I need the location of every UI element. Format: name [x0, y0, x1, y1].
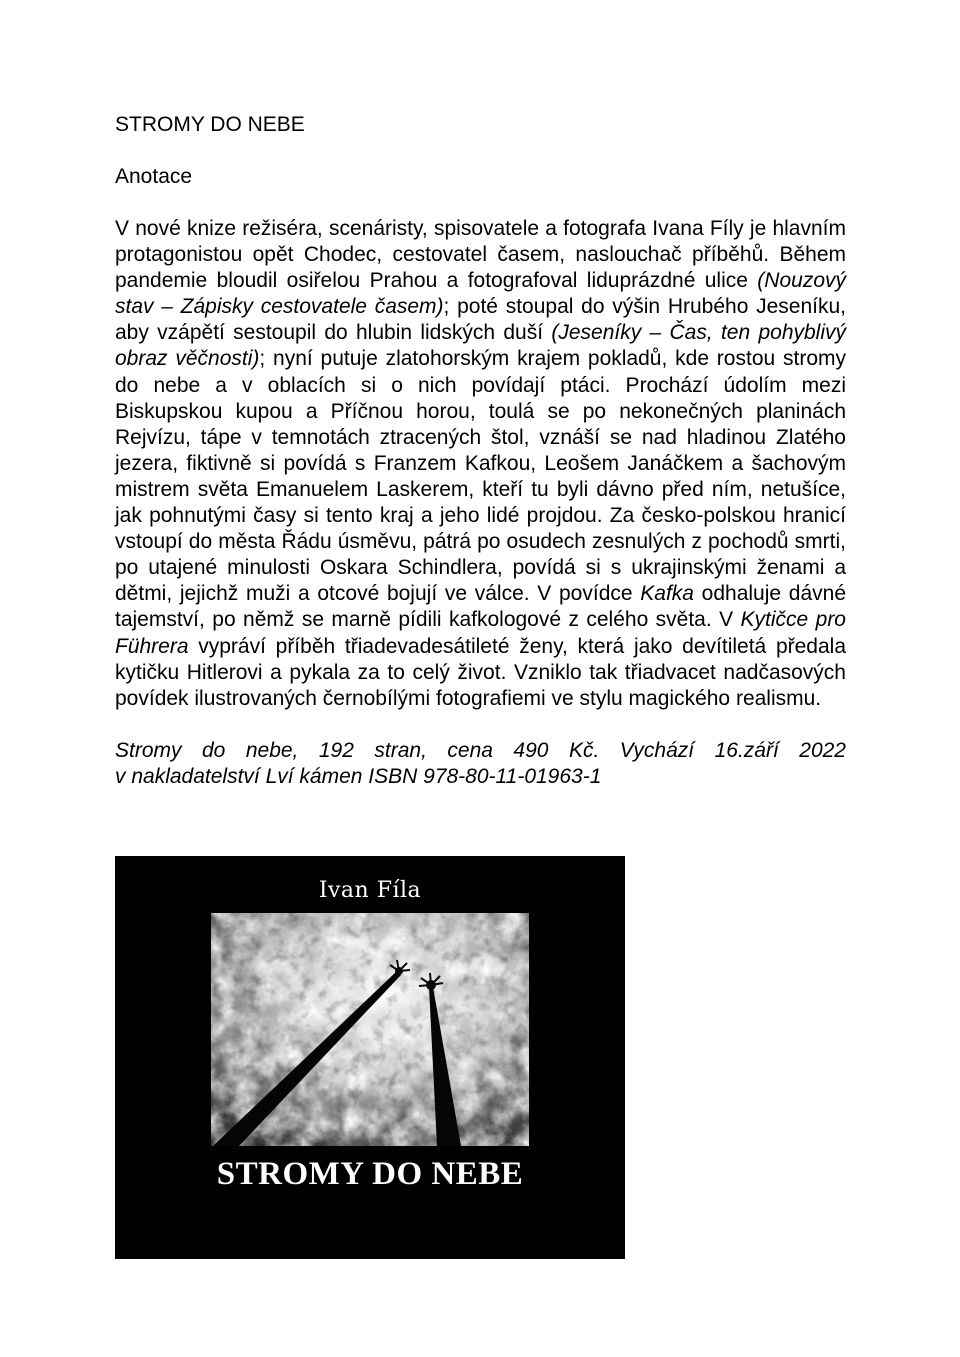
annotation-text-1: V nové knize režiséra, scenáristy, spisovatele a fotografa Ivana Fíly je hlavním protagonistou opět Chodec, cestovatel časem, naslouchač příběhů. Během pandemie bloudil osiřelou Prahou a fotografoval liduprázdné ulice	[115, 217, 846, 293]
document-title: STROMY DO NEBE	[115, 113, 305, 136]
annotation-text-3: ; nyní putuje zlatohorským krajem pokladů, kde rostou stromy do nebe a v oblacích si o nich povídají ptáci. Prochází údolím mezi Biskupskou kupou a Příčnou horou, toulá se po nekonečných planinách Rejvízu, tápe v temnotách ztracených štol, vznáší se nad hladinou Zlatého jezera, fiktivně si povídá s Franzem Kafkou, Leošem Janáčkem a šachovým mistrem světa Emanuelem Laskerem, kteří tu byli dávno před ním, netušíce, jak pohnutými časy si tento kraj a jeho lidé projdou. Za česko-polskou hranicí vstoupí do města Řádu úsměvu, pátrá po osudech zesnulých z pochodů smrti, po utajené minulosti Oskara Schindlera, povídá si s ukrajinskými ženami a dětmi, jejichž muži a otcové bojují ve válce. V povídce	[115, 347, 846, 606]
annotation-text-5: vypráví příběh třiadevadesátileté ženy, která jako devítiletá předala kytičku Hitlerovi a pykala za to celý život. Vzniklo tak třiadvacet nadčasových povídek ilustrovaných černobílými fotografiemi ve stylu magického realismu.	[115, 634, 846, 710]
annotation-story-title-kyticka: Kytičce pro Führera	[115, 608, 846, 658]
annotation-paragraph	[115, 216, 846, 712]
annotation-book-title-2: (Jeseníky – Čas, ten pohyblivý obraz věčnosti)	[115, 321, 847, 371]
book-cover-image	[115, 856, 625, 1259]
publication-info	[115, 738, 846, 790]
annotation-story-title-kafka: Kafka	[640, 582, 694, 606]
cover-title: STROMY DO NEBE	[216, 1156, 524, 1192]
document-body	[115, 112, 846, 790]
publication-info-line-1: Stromy do nebe, 192 stran, cena 490 Kč. Vychází 16.září 2022	[115, 738, 846, 762]
section-heading-annotation: Anotace	[115, 165, 193, 188]
publication-info-line-2: v nakladatelství Lví kámen ISBN 978-80-11-01963-1	[115, 764, 602, 788]
annotation-text-4: odhaluje dávné tajemství, po němž se marně pídili kafkologové z celého světa. V	[115, 582, 846, 632]
cover-author: Ivan Fíla	[318, 878, 422, 903]
cover-photo-trees-sky	[211, 913, 529, 1146]
annotation-book-title-1: (Nouzový stav – Zápisky cestovatele časem)	[115, 269, 846, 319]
annotation-text-2: ; poté stoupal do výšin Hrubého Jeseníku, aby vzápětí sestoupil do hlubin lidských duší	[115, 295, 846, 345]
